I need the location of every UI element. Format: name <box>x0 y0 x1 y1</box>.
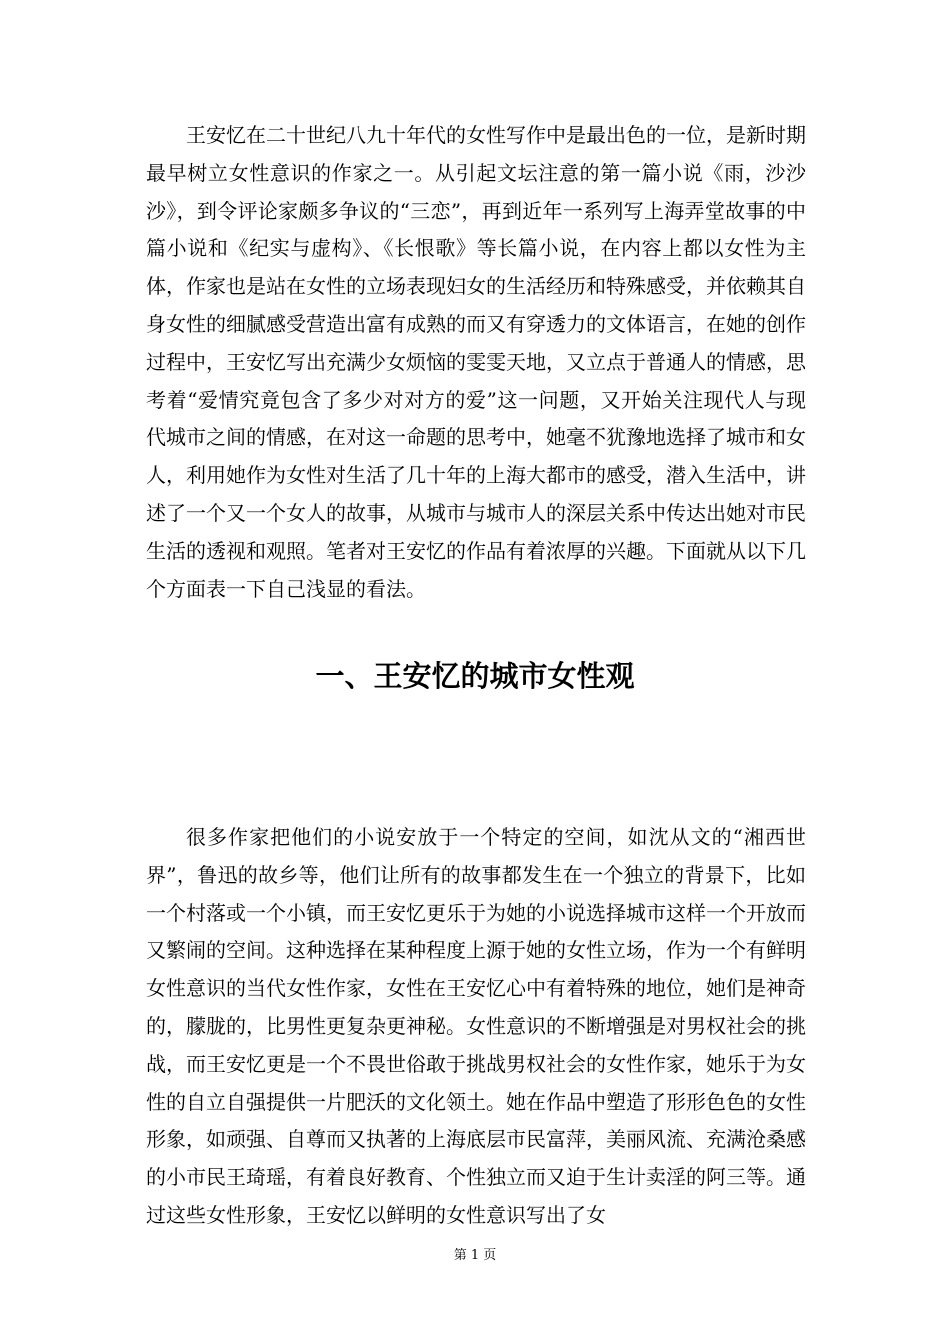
section-heading: 一、王安忆的城市女性观 <box>315 659 635 693</box>
intro-paragraph: 王安忆在二十世纪八九十年代的女性写作中是最出色的一位，是新时期最早树立女性意识的作家之一。从引起文坛注意的第一篇小说《雨，沙沙沙》，到令评论家颇多争议的“三恋”，再到近年一系列写上海弄堂故事的中篇小说和《纪实与虚构》、《长恨歌》等长篇小说，在内容上都以女性为主体，作家也是站在女性的立场表现妇女的生活经历和特殊感受，并依赖其自身女性的细腻感受营造出富有成熟的而又有穿透力的文体语言，在她的创作过程中，王安忆写出充满少女烦恼的雯雯天地，又立点于普通人的情感，思考着“爱情究竟包含了多少对对方的爱”这一问题，又开始关注现代人与现代城市之间的情感，在对这一命题的思考中，她毫不犹豫地选择了城市和女人，利用她作为女性对生活了几十年的上海大都市的感受，潜入生活中，讲述了一个又一个女人的故事，从城市与城市人的深层关系中传达出她对市民生活的透视和观照。笔者对王安忆的作品有着浓厚的兴趣。下面就从以下几个方面表一下自己浅显的看法。 <box>146 123 806 601</box>
page-number-footer: 第 1 页 <box>453 1248 497 1263</box>
body-paragraph: 很多作家把他们的小说安放于一个特定的空间，如沈从文的“湘西世界”，鲁迅的故乡等，他们让所有的故事都发生在一个独立的背景下，比如一个村落或一个小镇，而王安忆更乐于为她的小说选择城市这样一个开放而又繁闹的空间。这种选择在某种程度上源于她的女性立场，作为一个有鲜明女性意识的当代女性作家，女性在王安忆心中有着特殊的地位，她们是神奇的，朦胧的，比男性更复杂更神秘。女性意识的不断增强是对男权社会的挑战，而王安忆更是一个不畏世俗敢于挑战男权社会的女性作家，她乐于为女性的自立自强提供一片肥沃的文化领土。她在作品中塑造了形形色色的女性形象，如顽强、自尊而又执著的上海底层市民富萍，美丽风流、充满沧桑感的小市民王琦瑶，有着良好教育、个性独立而又迫于生计卖淫的阿三等。通过这些女性形象，王安忆以鲜明的女性意识写出了女 <box>146 825 806 1227</box>
